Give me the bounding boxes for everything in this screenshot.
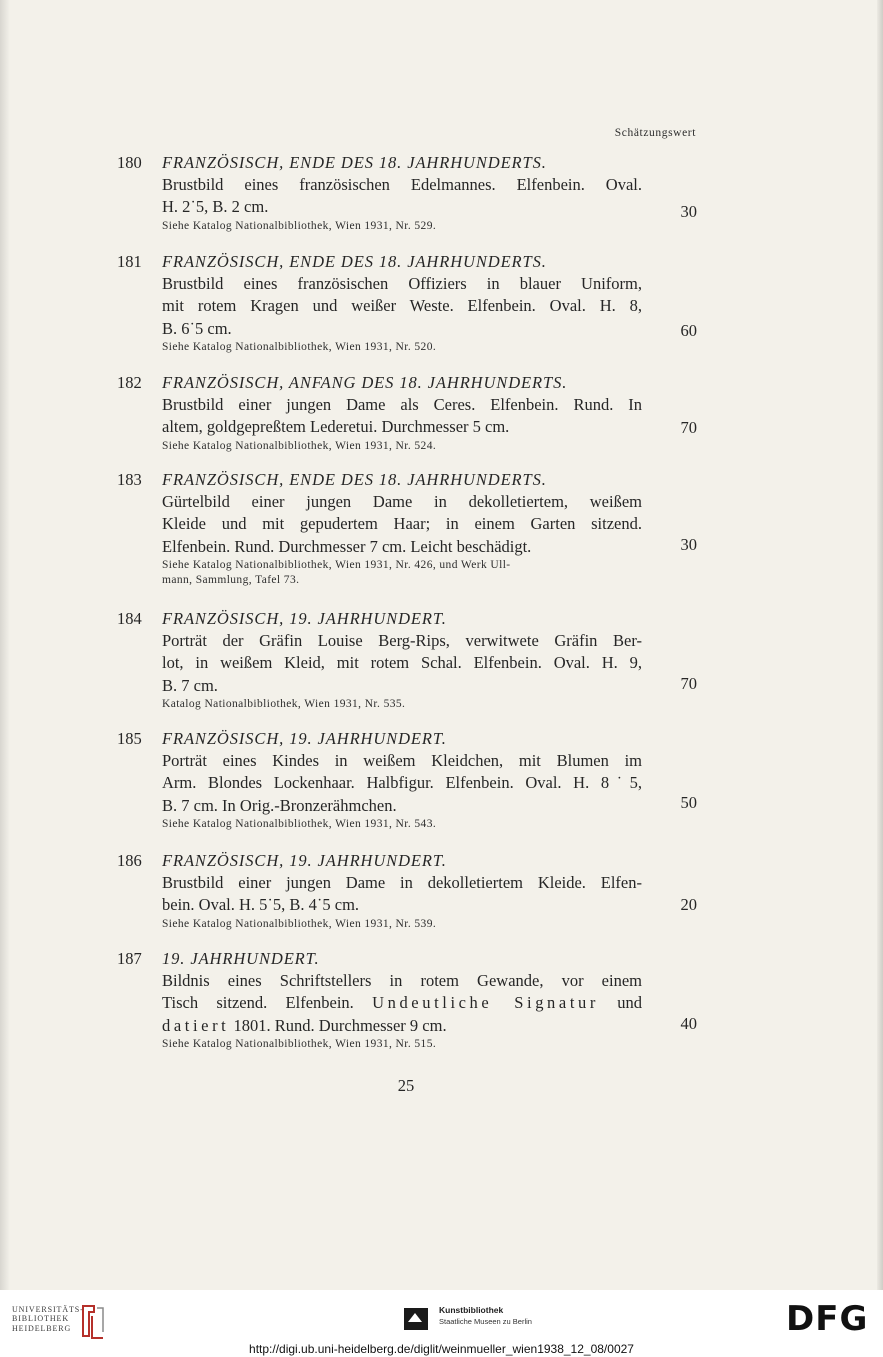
estimate-price: 50 <box>680 793 697 812</box>
estimate-price: 70 <box>680 418 697 437</box>
catalog-reference: Siehe Katalog Nationalbibliothek, Wien 1931, Nr. 515. <box>162 1038 437 1051</box>
spaced-emphasis-dated: datiert <box>162 1015 230 1035</box>
catalog-reference: Siehe Katalog Nationalbibliothek, Wien 1931, Nr. 529. <box>162 219 437 232</box>
estimate-price: 70 <box>680 674 697 693</box>
entry-title: FRANZÖSISCH, ENDE DES 18. JAHRHUNDERTS. <box>162 252 547 271</box>
description-line: lot, in weißem Kleid, mit rotem Schal. Elfenbein. Oval. H. 9, <box>162 653 642 673</box>
catalog-reference: Siehe Katalog Nationalbibliothek, Wien 1931, Nr. 426, und Werk Ull- <box>162 559 511 572</box>
description-text: 1801. Rund. Durchmesser 9 cm. <box>229 1015 447 1035</box>
university-logo-line: HEIDELBERG <box>12 1323 72 1333</box>
entry-body <box>162 469 642 587</box>
university-logo-line: BIBLIOTHEK <box>12 1314 69 1324</box>
estimate-price: 30 <box>680 202 697 221</box>
entry-body <box>162 948 642 1052</box>
estimate-price: 20 <box>680 895 697 914</box>
entry-title: FRANZÖSISCH, 19. JAHRHUNDERT. <box>162 729 447 748</box>
entry-body <box>162 608 642 712</box>
catalog-reference: Siehe Katalog Nationalbibliothek, Wien 1931, Nr. 543. <box>162 818 437 831</box>
entry-number: 187 <box>117 949 142 968</box>
description-line: altem, goldgepreßtem Lederetui. Durchmesser 5 cm. <box>162 417 510 437</box>
description-line: H. 2˙5, B. 2 cm. <box>162 197 269 217</box>
entry-title: FRANZÖSISCH, 19. JAHRHUNDERT. <box>162 851 447 870</box>
estimate-price: 40 <box>680 1014 697 1033</box>
description-line: Brustbild einer jungen Dame als Ceres. Elfenbein. Rund. In <box>162 395 642 414</box>
entry-body <box>162 728 642 832</box>
kunstbibliothek-subtitle: Staatliche Museen zu Berlin <box>439 1317 532 1326</box>
dfg-logo[interactable]: DFG <box>786 1299 869 1339</box>
university-emblem-icon <box>80 1302 106 1340</box>
entry-title: FRANZÖSISCH, ENDE DES 18. JAHRHUNDERTS. <box>162 153 547 172</box>
entry-number: 182 <box>117 373 142 392</box>
entry-number: 180 <box>117 153 142 172</box>
university-logo-line: UNIVERSITÄTS- <box>12 1305 84 1314</box>
kunstbibliothek-icon <box>402 1306 432 1332</box>
entry-title: FRANZÖSISCH, ENDE DES 18. JAHRHUNDERTS. <box>162 470 547 489</box>
description-line: Arm. Blondes Lockenhaar. Halbfigur. Elfenbein. Oval. H. 8˙5, <box>162 773 642 793</box>
description-line: Elfenbein. Rund. Durchmesser 7 cm. Leicht beschädigt. <box>162 536 532 556</box>
page-gutter-shadow <box>0 0 10 1290</box>
description-line: B. 7 cm. In Orig.-Bronzerähmchen. <box>162 795 397 815</box>
estimate-price: 60 <box>680 321 697 340</box>
entry-number: 185 <box>117 729 142 748</box>
page-edge <box>877 0 883 1290</box>
description-line: mit rotem Kragen und weißer Weste. Elfenbein. Oval. H. 8, <box>162 296 642 316</box>
entry-number: 186 <box>117 851 142 870</box>
description-line: Gürtelbild einer jungen Dame in dekolletiertem, weißem <box>162 492 642 511</box>
catalog-reference: Siehe Katalog Nationalbibliothek, Wien 1931, Nr. 520. <box>162 341 437 354</box>
description-line-dated <box>162 1015 642 1037</box>
spaced-emphasis-signature: Undeutliche Signatur <box>372 993 599 1013</box>
description-line: B. 6˙5 cm. <box>162 318 232 338</box>
description-text: Tisch sitzend. Elfenbein. <box>162 993 373 1013</box>
permalink-url[interactable]: http://digi.ub.uni-heidelberg.de/diglit/weinmueller_wien1938_12_08/0027 <box>249 1342 634 1356</box>
catalog-reference: Siehe Katalog Nationalbibliothek, Wien 1931, Nr. 524. <box>162 439 437 452</box>
description-line: Porträt der Gräfin Louise Berg-Rips, verwitwete Gräfin Ber- <box>162 631 642 650</box>
entry-number: 184 <box>117 609 142 628</box>
entry-number: 183 <box>117 470 142 489</box>
page-number: 25 <box>397 1076 415 1095</box>
kunstbibliothek-name: Kunstbibliothek <box>439 1305 504 1315</box>
description-line: Brustbild eines französischen Edelmannes. Elfenbein. Oval. <box>162 175 642 194</box>
entry-body <box>162 372 642 453</box>
kunstbibliothek-logo[interactable] <box>439 1305 532 1327</box>
catalog-reference: mann, Sammlung, Tafel 73. <box>162 573 300 586</box>
catalog-reference: Katalog Nationalbibliothek, Wien 1931, Nr. 535. <box>162 698 406 711</box>
estimate-price: 30 <box>680 535 697 554</box>
entry-number: 181 <box>117 252 142 271</box>
column-header-estimate: Schätzungswert <box>614 127 696 139</box>
description-line: bein. Oval. H. 5˙5, B. 4˙5 cm. <box>162 895 360 915</box>
description-line: Kleide und mit gepudertem Haar; in einem Garten sitzend. <box>162 514 642 534</box>
description-line: Bildnis eines Schriftstellers in rotem Gewande, vor einem <box>162 971 642 990</box>
university-library-logo[interactable] <box>12 1305 84 1333</box>
entry-body <box>162 850 642 931</box>
entry-title: FRANZÖSISCH, 19. JAHRHUNDERT. <box>162 609 447 628</box>
description-line: Brustbild eines französischen Offiziers in blauer Uniform, <box>162 274 642 293</box>
footer-bar <box>0 1290 883 1357</box>
description-text: und <box>598 993 642 1013</box>
entry-body <box>162 251 642 355</box>
entry-title: FRANZÖSISCH, ANFANG DES 18. JAHRHUNDERTS. <box>162 373 568 392</box>
entry-title: 19. JAHRHUNDERT. <box>162 949 320 968</box>
description-line: Brustbild einer jungen Dame in dekolletiertem Kleide. Elfen- <box>162 873 642 892</box>
description-line: Porträt eines Kindes in weißem Kleidchen, mit Blumen im <box>162 751 642 770</box>
catalog-reference: Siehe Katalog Nationalbibliothek, Wien 1931, Nr. 539. <box>162 917 437 930</box>
description-line: B. 7 cm. <box>162 675 218 695</box>
entry-body <box>162 152 642 233</box>
description-line-signature <box>162 992 642 1014</box>
